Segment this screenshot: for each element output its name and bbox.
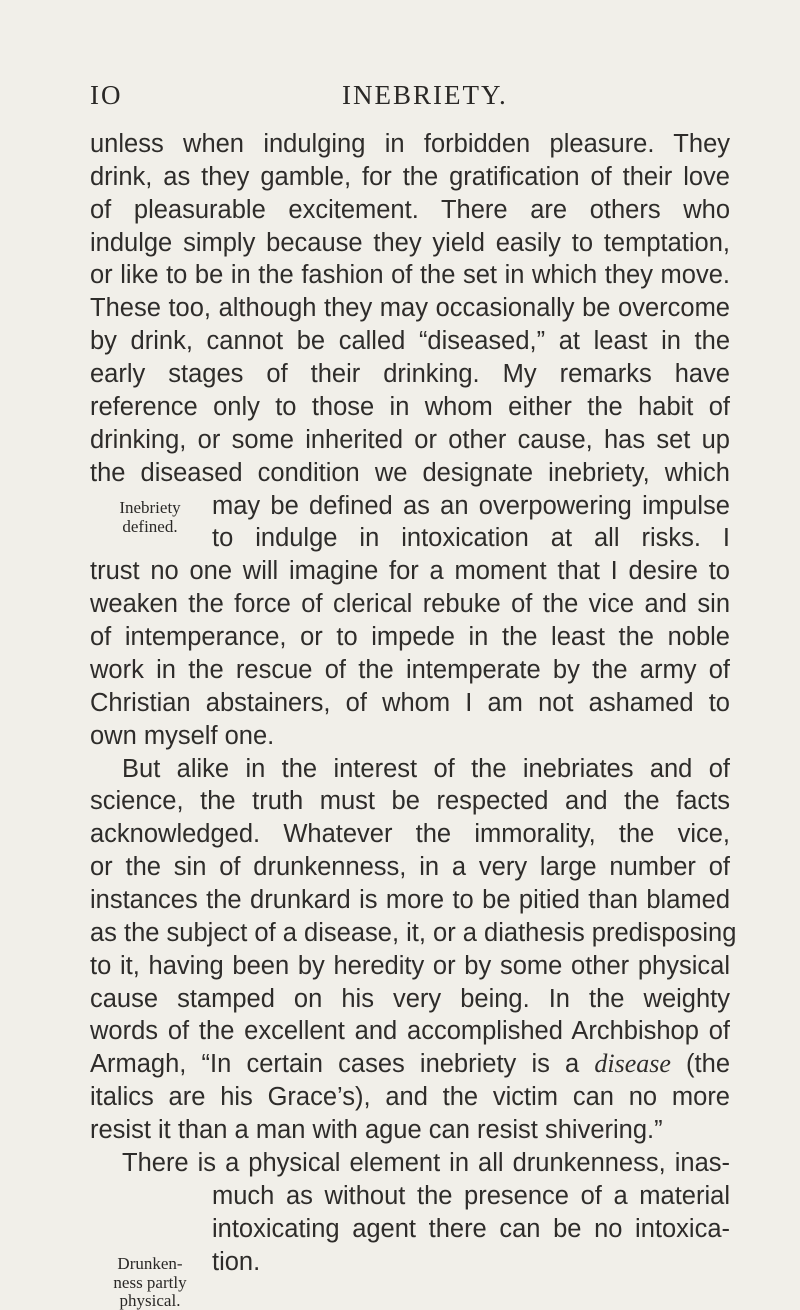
- running-header: [90, 80, 730, 120]
- text-line: cause stamped on his very being. In the weighty: [90, 984, 730, 1013]
- text-line: reference only to those in whom either the habit of: [90, 392, 730, 421]
- text-line: trust no one will imagine for a moment that I desire to: [90, 557, 730, 586]
- sidenote-line: Inebriety: [119, 498, 181, 518]
- text-line: resist it than a man with ague can resist shivering.”: [90, 1116, 663, 1145]
- sidenote-line: ness partly: [113, 1272, 187, 1292]
- text-line: to it, having been by heredity or by some other physical: [90, 951, 730, 980]
- text-line: of pleasurable excitement. There are others who: [90, 195, 730, 224]
- text-line: work in the rescue of the intemperate by the army of: [90, 655, 730, 684]
- sidenote-line: Drunken-: [117, 1254, 183, 1274]
- running-title: INEBRIETY.: [342, 80, 508, 110]
- text-line: as the subject of a disease, it, or a diathesis predisposing: [90, 918, 737, 947]
- sidenote-inebriety-defined: [90, 499, 210, 535]
- text-span: (the: [670, 1050, 731, 1079]
- text-span: Armagh, “In certain cases inebriety is a: [90, 1050, 595, 1079]
- sidenote-line: physical.: [119, 1290, 181, 1310]
- text-line: Christian abstainers, of whom I am not ashamed to: [90, 688, 730, 717]
- text-line: own myself one.: [90, 721, 275, 750]
- sidenote-drunkenness-physical: [90, 1255, 210, 1309]
- text-line: or the sin of drunkenness, in a very large number of: [90, 853, 730, 882]
- text-line: acknowledged. Whatever the immorality, the vice,: [90, 820, 730, 849]
- text-line: much as without the presence of a material: [212, 1181, 730, 1210]
- text-line: by drink, cannot be called “diseased,” at least in the: [90, 327, 730, 356]
- text-line: unless when indulging in forbidden pleasure. They: [90, 130, 730, 158]
- page-number: IO: [90, 80, 123, 110]
- text-line: early stages of their drinking. My remarks have: [90, 360, 730, 389]
- text-line: or like to be in the fashion of the set in which they move.: [90, 261, 730, 290]
- text-line: words of the excellent and accomplished Archbishop of: [90, 1017, 730, 1046]
- italic-word: disease: [594, 1049, 671, 1079]
- text-line: drink, as they gamble, for the gratification of their love: [90, 162, 730, 191]
- text-line: drinking, or some inherited or other cause, has set up: [90, 425, 730, 454]
- text-line: may be defined as an overpowering impulse: [212, 491, 730, 520]
- text-line: italics are his Grace’s), and the victim can no more: [90, 1083, 730, 1112]
- text-line: But alike in the interest of the inebriates and of: [122, 754, 730, 783]
- text-line: weaken the force of clerical rebuke of the vice and sin: [90, 590, 730, 619]
- text-line: the diseased condition we designate inebriety, which: [90, 458, 730, 487]
- text-line: intoxicating agent there can be no intoxica-: [212, 1214, 730, 1243]
- text-line: [90, 1048, 730, 1081]
- text-line: instances the drunkard is more to be pitied than blamed: [90, 886, 730, 914]
- text-line: indulge simply because they yield easily to temptation,: [90, 228, 730, 257]
- text-line: of intemperance, or to impede in the least the noble: [90, 623, 730, 652]
- text-line: These too, although they may occasionally be overcome: [90, 294, 730, 323]
- text-line: tion.: [212, 1247, 261, 1276]
- text-line: science, the truth must be respected and the facts: [90, 787, 730, 816]
- text-line: There is a physical element in all drunkenness, inas-: [122, 1148, 730, 1177]
- text-line: to indulge in intoxication at all risks. I: [212, 524, 730, 553]
- sidenote-line: defined.: [122, 516, 178, 536]
